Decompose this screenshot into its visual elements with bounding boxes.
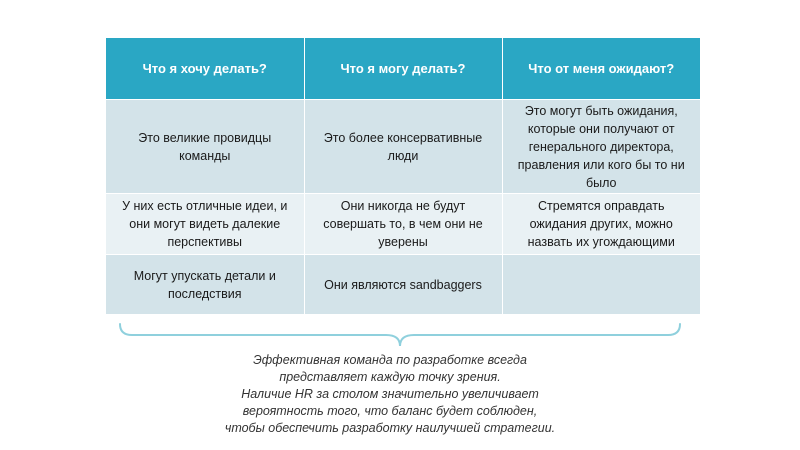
- table-cell: [502, 255, 700, 315]
- comparison-table-container: [106, 38, 700, 314]
- table-cell: Они никогда не будут совершать то, в чем они не уверены: [304, 194, 502, 255]
- table-cell: Стремятся оправдать ожидания других, можно назвать их угождающими: [502, 194, 700, 255]
- caption-line: представляет каждую точку зрения.: [279, 370, 501, 384]
- table-header-row: [106, 38, 700, 100]
- header-expected: Что от меня ожидают?: [502, 38, 700, 100]
- table-row: [106, 194, 700, 255]
- header-can-do: Что я могу делать?: [304, 38, 502, 100]
- table-cell: Это великие провидцы команды: [106, 100, 304, 194]
- table-cell: У них есть отличные идеи, и они могут видеть далекие перспективы: [106, 194, 304, 255]
- table-cell: Это могут быть ожидания, которые они получают от генерального директора, правления или кого бы то ни было: [502, 100, 700, 194]
- comparison-table: [106, 38, 700, 314]
- curly-brace-icon: [118, 322, 682, 348]
- header-want-to-do: Что я хочу делать?: [106, 38, 304, 100]
- caption-text: [170, 352, 610, 437]
- caption-line: Наличие HR за столом значительно увеличивает: [241, 387, 539, 401]
- table-cell: Это более консервативные люди: [304, 100, 502, 194]
- table-row: [106, 100, 700, 194]
- table-cell: Они являются sandbaggers: [304, 255, 502, 315]
- caption-line: чтобы обеспечить разработку наилучшей стратегии.: [224, 421, 556, 435]
- table-cell: Могут упускать детали и последствия: [106, 255, 304, 315]
- table-row: [106, 255, 700, 315]
- caption-line: вероятность того, что баланс будет соблюден,: [242, 404, 538, 418]
- caption-line: Эффективная команда по разработке всегда: [253, 353, 527, 367]
